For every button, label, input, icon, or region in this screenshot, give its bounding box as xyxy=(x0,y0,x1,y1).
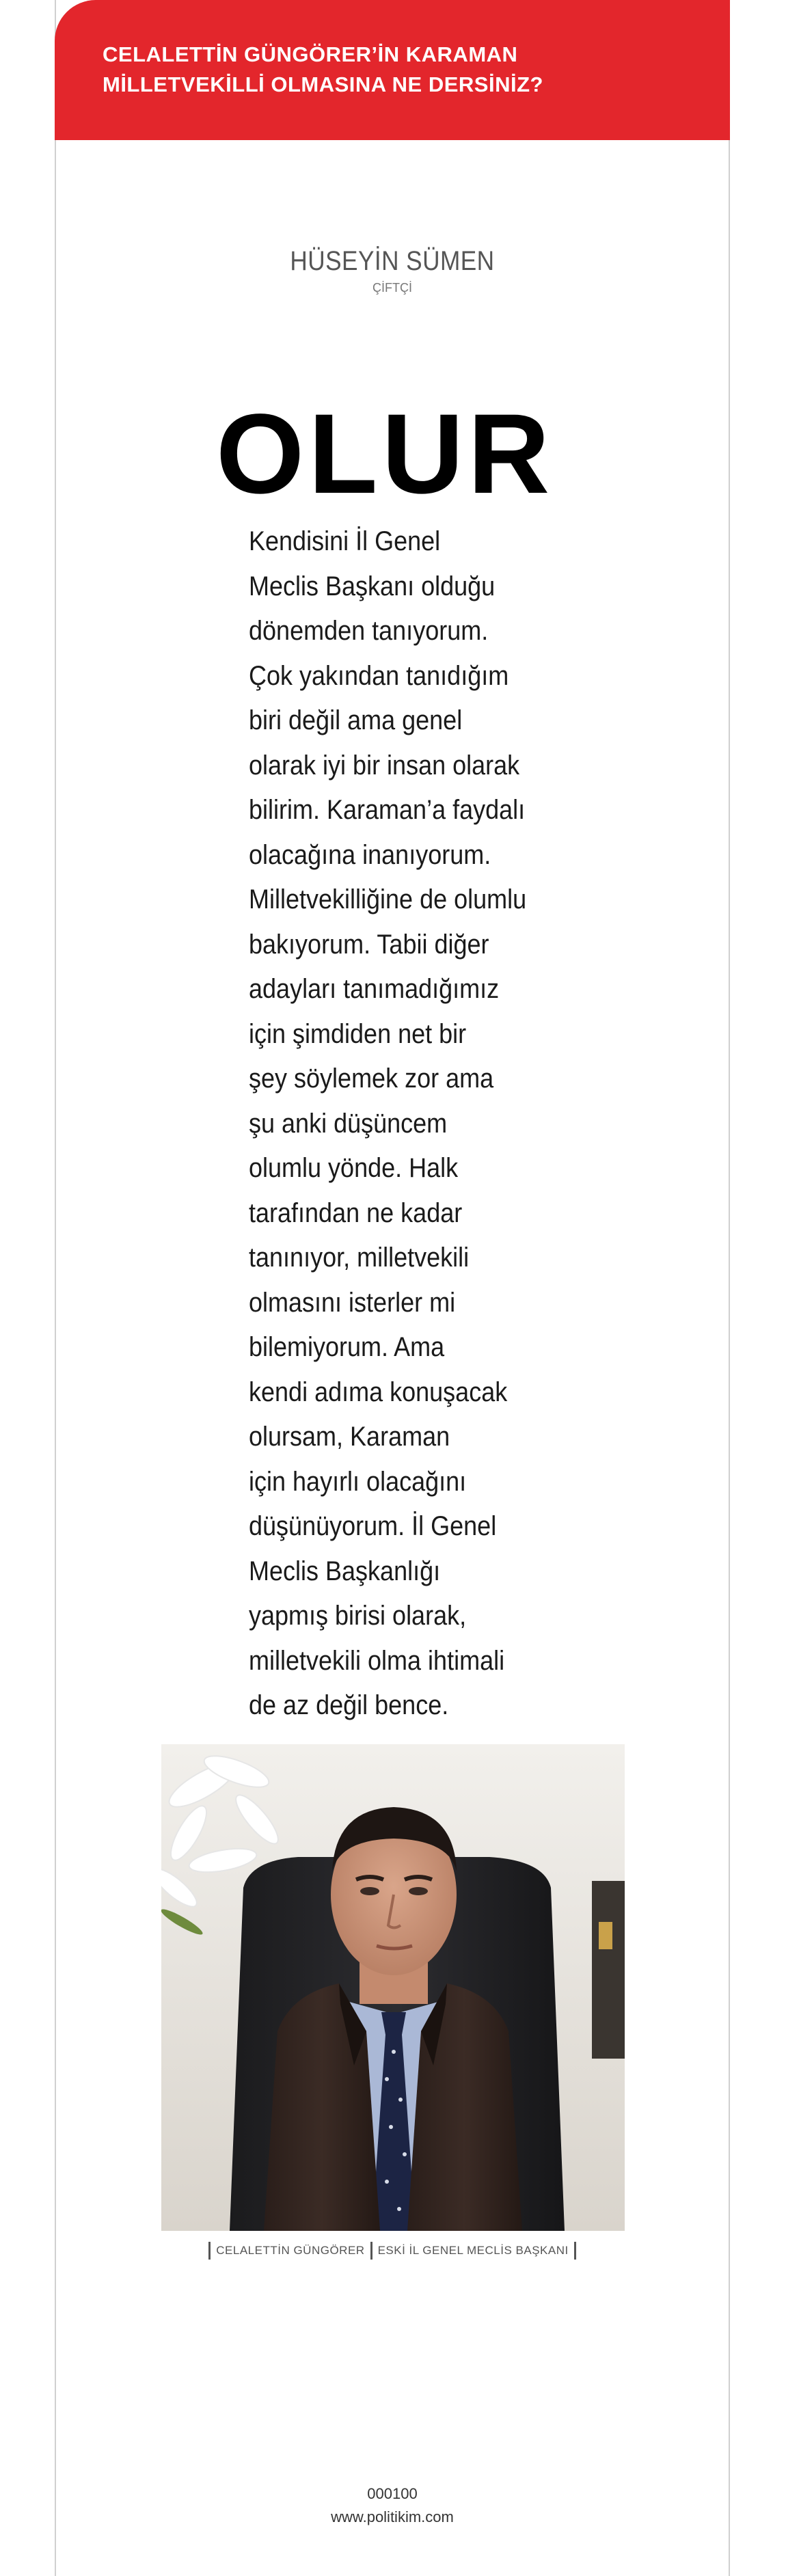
body-line: bilemiyorum. Ama xyxy=(249,1332,445,1362)
caption-divider xyxy=(370,2242,372,2260)
caption-title: ESKİ İL GENEL MECLİS BAŞKANI xyxy=(377,2244,569,2257)
body-line: şu anki düşüncem xyxy=(249,1108,448,1139)
body-line: olursam, Karaman xyxy=(249,1422,450,1452)
website-link[interactable]: www.politikim.com xyxy=(331,2508,454,2525)
body-line: için şimdiden net bir xyxy=(249,1018,467,1049)
body-line: tarafından ne kadar xyxy=(249,1197,463,1228)
header-banner xyxy=(55,0,730,140)
photo-caption xyxy=(55,2242,730,2260)
body-line: tanınıyor, milletvekili xyxy=(249,1243,470,1273)
body-line: Çok yakından tanıdığım xyxy=(249,660,509,691)
body-line: Meclis Başkanlığı xyxy=(249,1556,441,1586)
body-line: dönemden tanıyorum. xyxy=(249,616,489,646)
caption-divider xyxy=(574,2242,576,2260)
body-line: bilirim. Karaman’a faydalı xyxy=(249,795,526,825)
page-number: 000100 xyxy=(367,2485,418,2502)
body-line: Milletvekilliğine de olumlu xyxy=(249,884,527,914)
answer-headline: OLUR xyxy=(216,391,554,517)
caption-name: CELALETTİN GÜNGÖRER xyxy=(216,2244,365,2257)
body-line: olumlu yönde. Halk xyxy=(249,1153,459,1183)
author-role: ÇİFTÇİ xyxy=(372,281,412,295)
body-line: adayları tanımadığımız xyxy=(249,974,500,1004)
author-block xyxy=(55,246,730,295)
body-line: Meclis Başkanı olduğu xyxy=(249,571,496,601)
author-name: HÜSEYİN SÜMEN xyxy=(290,246,495,276)
body-line: kendi adıma konuşacak xyxy=(249,1377,508,1407)
question-title: CELALETTİN GÜNGÖRER’İN KARAMAN MİLLETVEKİLLİ OLMASINA NE DERSİNİZ? xyxy=(103,42,543,96)
body-line: Kendisini İl Genel xyxy=(249,526,441,556)
body-line: için hayırlı olacağını xyxy=(249,1466,467,1497)
body-line: biri değil ama genel xyxy=(249,705,463,735)
body-line: yapmış birisi olarak, xyxy=(249,1601,467,1631)
body-line: de az değil bence. xyxy=(249,1690,449,1720)
page-footer xyxy=(55,2482,730,2529)
portrait-photo xyxy=(161,1744,625,2231)
body-line: şey söylemek zor ama xyxy=(249,1063,494,1094)
body-line: bakıyorum. Tabii diğer xyxy=(249,929,489,960)
caption-divider xyxy=(208,2242,211,2260)
body-line: olacağına inanıyorum. xyxy=(249,839,491,870)
body-line: düşünüyorum. İl Genel xyxy=(249,1511,497,1541)
body-line: milletvekili olma ihtimali xyxy=(249,1645,505,1676)
body-line: olarak iyi bir insan olarak xyxy=(249,750,520,781)
body-line: olmasını isterler mi xyxy=(249,1287,456,1318)
portrait-illustration xyxy=(161,1744,625,2231)
article-body xyxy=(249,519,632,1728)
